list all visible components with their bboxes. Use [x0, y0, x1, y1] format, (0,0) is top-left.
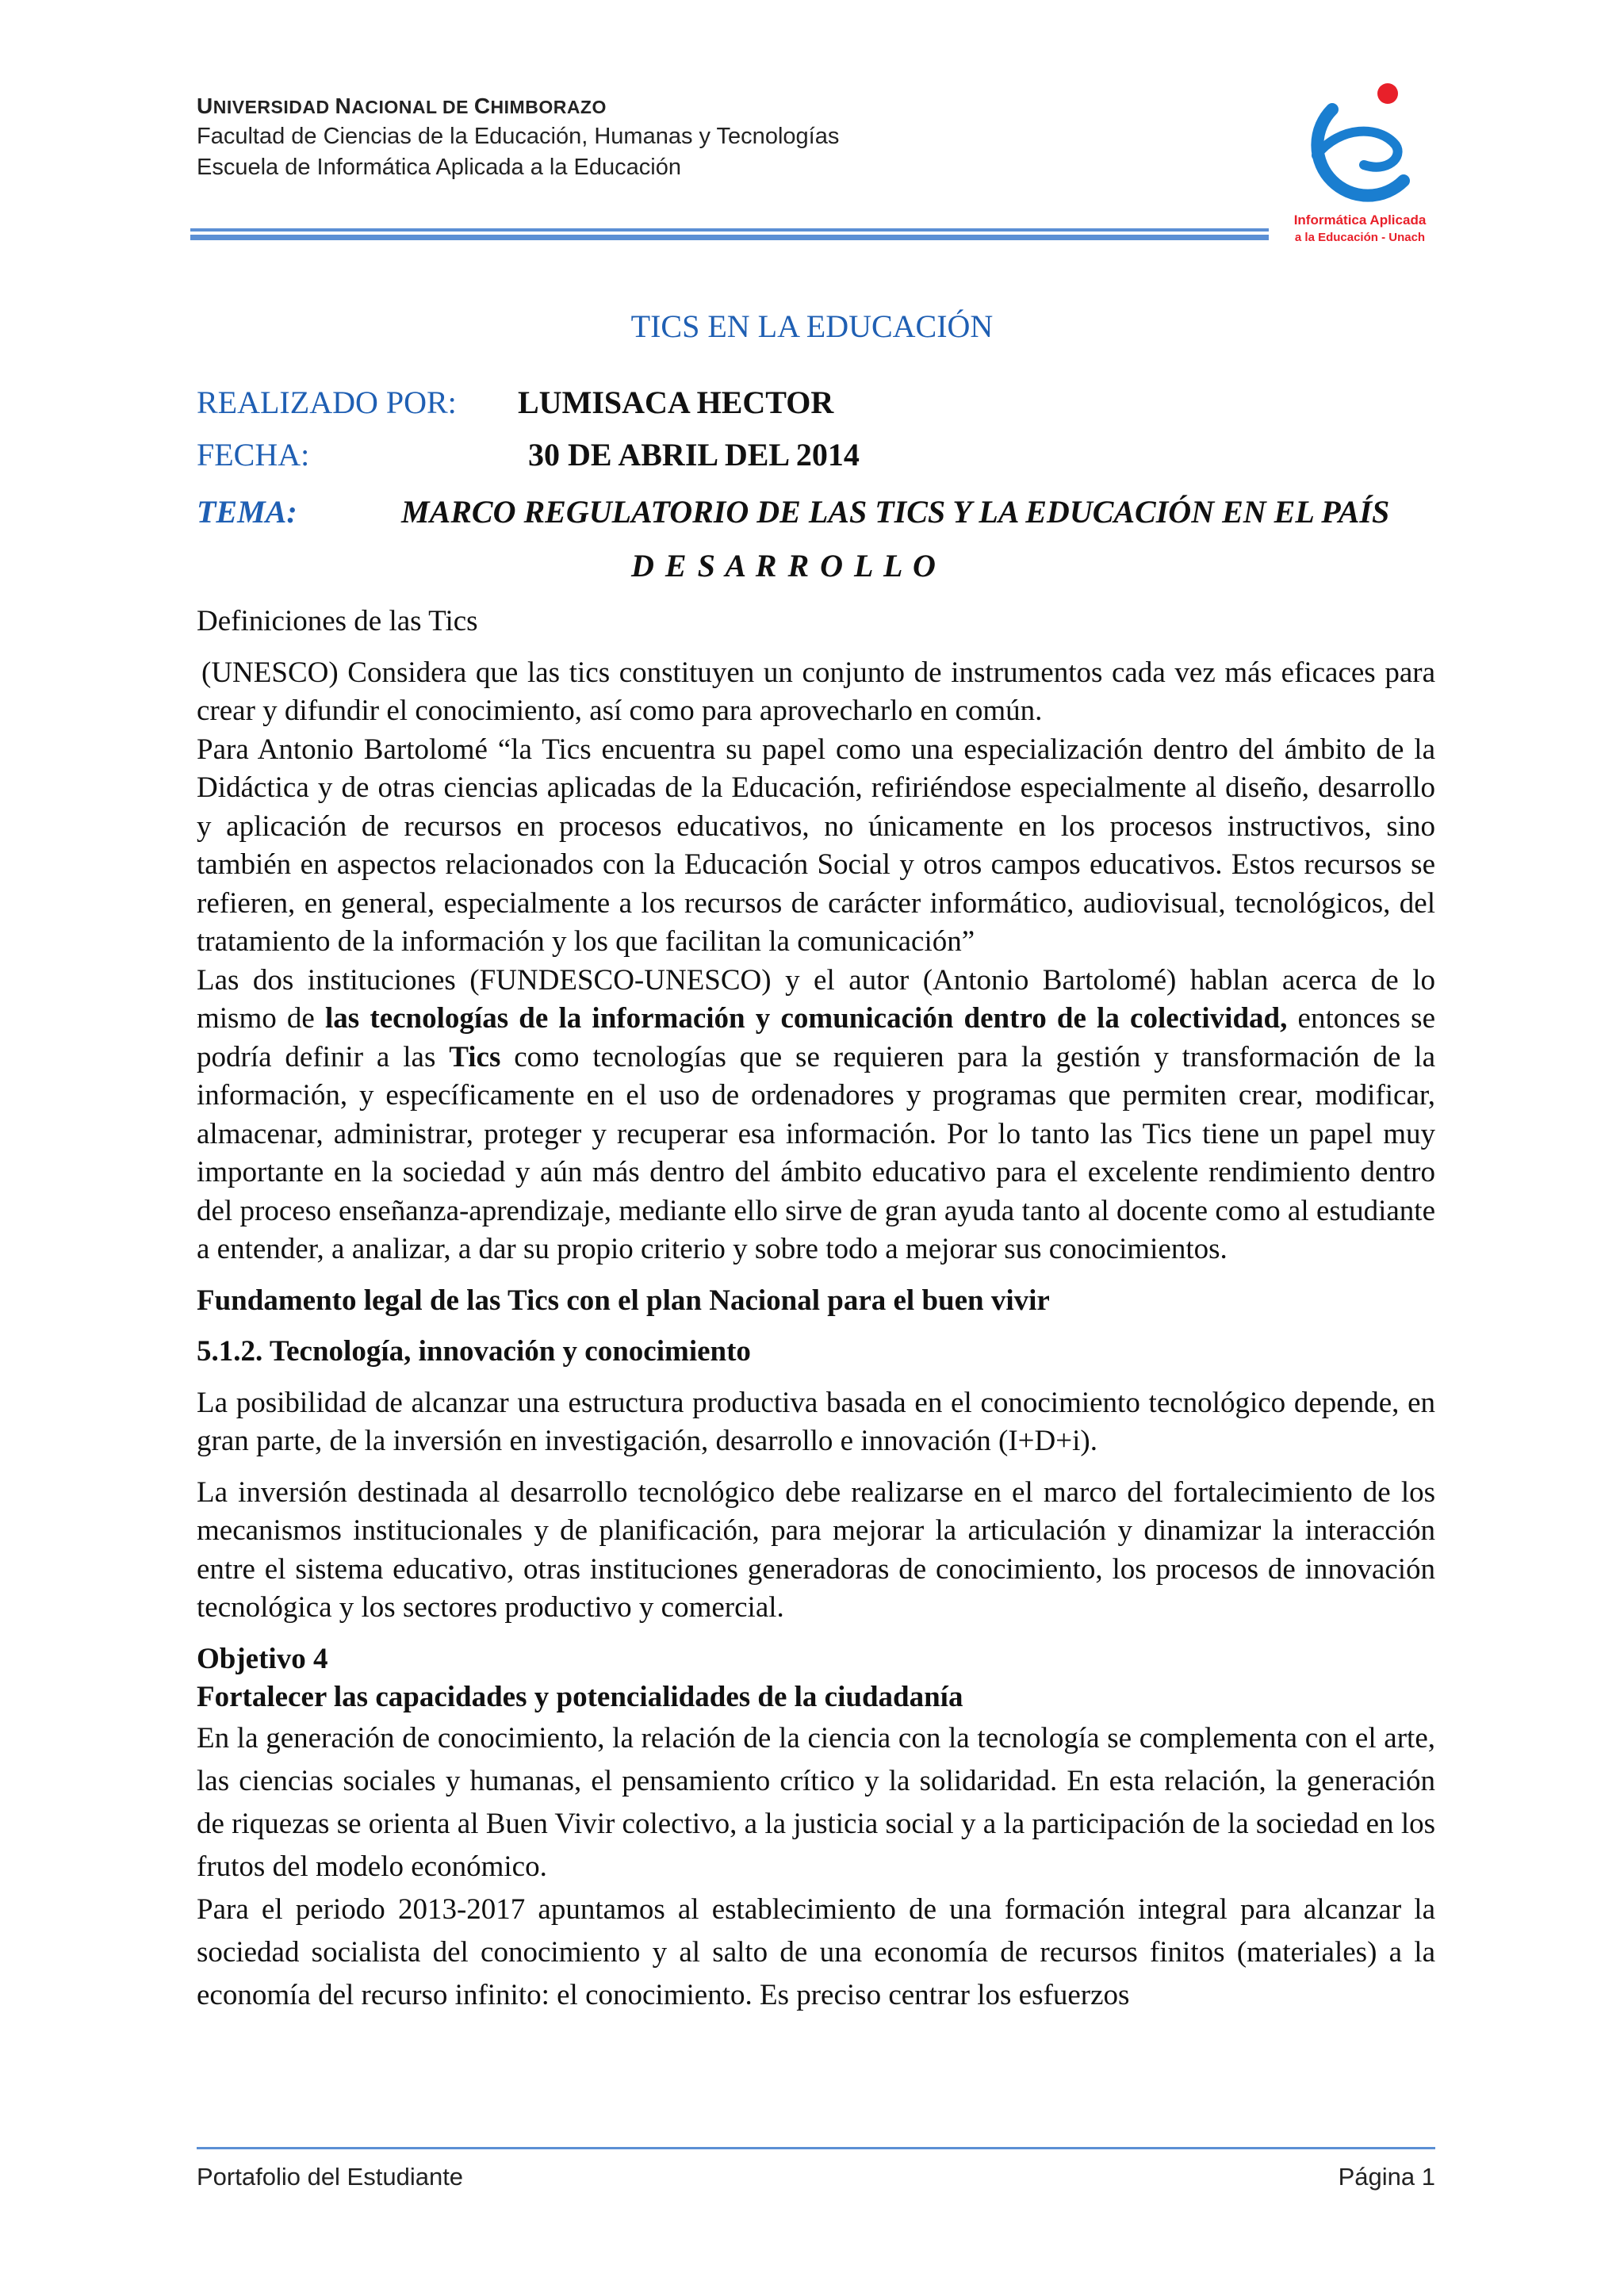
author-label: REALIZADO POR:	[197, 385, 457, 420]
heading-section-512: 5.1.2. Tecnología, innovación y conocimiento	[197, 1335, 751, 1368]
document-title: TICS EN LA EDUCACIÓN	[630, 308, 994, 344]
paragraph-unesco: (UNESCO) Considera que las tics constituyen un conjunto de instrumentos cada vez más eficaces para crear y difundir el conocimiento, así como para aprovecharlo en común.	[197, 656, 1435, 727]
page-number: Página 1	[1338, 2163, 1435, 2191]
header-rule-top	[190, 228, 1269, 232]
logo-arc-inner-icon	[1316, 132, 1398, 167]
uni-initial-n: N	[335, 94, 352, 118]
date-value: 30 DE ABRIL DEL 2014	[528, 437, 860, 473]
both-text-a: Las dos instituciones (FUNDESCO-UNESCO) y el autor (Antonio Bartolomé) hablan acerca de lo mismo de	[197, 963, 1435, 1035]
uni-initial-u: U	[197, 94, 213, 118]
paragraph-bartolome: Para Antonio Bartolomé “la Tics encuentra su papel como una especialización dentro del ámbito de la Didáctica y de otras ciencias aplicadas de la Educación, refiriéndose especialmente al diseño, desarrollo y aplicación de recursos en procesos educativos, no únicamente en los procesos instructivos, sino también en aspectos relacionados con la Educación Social y otros campos educativos. Estos recursos se refieren, en general, especialmente a los recursos de carácter informático, audiovisual, tecnológicos, del tratamiento de la información y los que facilitan la comunicación”	[197, 733, 1435, 958]
logo-dot-icon	[1377, 83, 1398, 104]
letterhead	[197, 94, 839, 181]
logo-caption-2: a la Educación - Unach	[1294, 231, 1426, 244]
header-rule-bottom	[190, 235, 1269, 240]
logo-caption-1: Informática Aplicada	[1293, 212, 1427, 228]
paragraph-inversion: La inversión destinada al desarrollo tecnológico debe realizarse en el marco del fortalecimiento de los mecanismos institucionales y de planificación, para mejorar la articulación y dinamizar la interacción entre el sistema educativo, otras instituciones generadoras de conocimiento, los procesos de innovación tecnológica y los sectores productivo y comercial.	[197, 1475, 1435, 1624]
paragraph-posibilidad: La posibilidad de alcanzar una estructura productiva basada en el conocimiento tecnológico depende, en gran parte, de la inversión en investigación, desarrollo e innovación (I+D+i).	[197, 1386, 1435, 1457]
footer-left: Portafolio del Estudiante	[197, 2163, 464, 2191]
paragraph-both-definitions	[197, 962, 1435, 1269]
definitions-heading: Definiciones de las Tics	[197, 605, 478, 637]
school-name: Escuela de Informática Aplicada a la Educación	[197, 155, 681, 180]
heading-fortalecer: Fortalecer las capacidades y potencialidades de la ciudadanía	[197, 1681, 963, 1713]
author-value: LUMISACA HECTOR	[518, 385, 834, 420]
paragraph-periodo: Para el periodo 2013-2017 apuntamos al establecimiento de una formación integral para alcanzar la sociedad socialista del conocimiento y al salto de una economía de recursos finitos (materiales) a la economía del recurso infinito: el conocimiento. Es preciso centrar los esfuerzos	[197, 1892, 1435, 2011]
paragraph-generacion: En la generación de conocimiento, la relación de la ciencia con la tecnología se complementa con el arte, las ciencias sociales y humanas, el pensamiento crítico y la solidaridad. En esta relación, la generación de riquezas se orienta al Buen Vivir colectivo, a la justicia social y a la participación de la sociedad en los frutos del modelo económico.	[197, 1721, 1435, 1883]
document-body	[197, 603, 1435, 2017]
heading-fundamento: Fundamento legal de las Tics con el plan Nacional para el buen vivir	[197, 1284, 1050, 1317]
both-bold-ict: las tecnologías de la información y comunicación dentro de la colectividad,	[325, 1002, 1288, 1035]
university-name	[197, 94, 839, 119]
both-bold-tics: Tics	[449, 1040, 501, 1073]
date-label: FECHA:	[197, 437, 310, 473]
topic-line-1: MARCO REGULATORIO DE LAS TICS Y LA EDUCACIÓN EN EL PAÍS	[401, 494, 1390, 530]
topic-label: TEMA:	[197, 494, 297, 530]
unach-logo	[1285, 62, 1435, 252]
uni-initial-c: C	[473, 94, 491, 118]
faculty-name: Facultad de Ciencias de la Educación, Humanas y Tecnologías	[197, 124, 840, 149]
uni-part-3: HIMBORAZO	[490, 97, 607, 117]
topic-line-2: D E S A R R O L L O	[631, 548, 937, 584]
uni-part-1: NIVERSIDAD	[213, 97, 335, 117]
footer-rule	[197, 2147, 1435, 2149]
heading-objetivo: Objetivo 4	[197, 1642, 328, 1675]
both-text-b: entonces se podría definir a las	[197, 1002, 1435, 1073]
uni-part-2: ACIONAL DE	[351, 97, 474, 117]
both-text-c: como tecnologías que se requieren para la gestión y transformación de la información, y específicamente en el uso de ordenadores y programas que permiten crear, modificar, almacenar, administrar, proteger y recuperar esa información. Por lo tanto las Tics tiene un papel muy importante en la sociedad y aún más dentro del ámbito educativo para el excelente rendimiento dentro del proceso enseñanza-aprendizaje, mediante ello sirve de gran ayuda tanto al docente como al estudiante a entender, a analizar, a dar su propio criterio y sobre todo a mejorar sus conocimientos.	[197, 1040, 1436, 1265]
logo-arc-outer-icon	[1317, 109, 1404, 196]
